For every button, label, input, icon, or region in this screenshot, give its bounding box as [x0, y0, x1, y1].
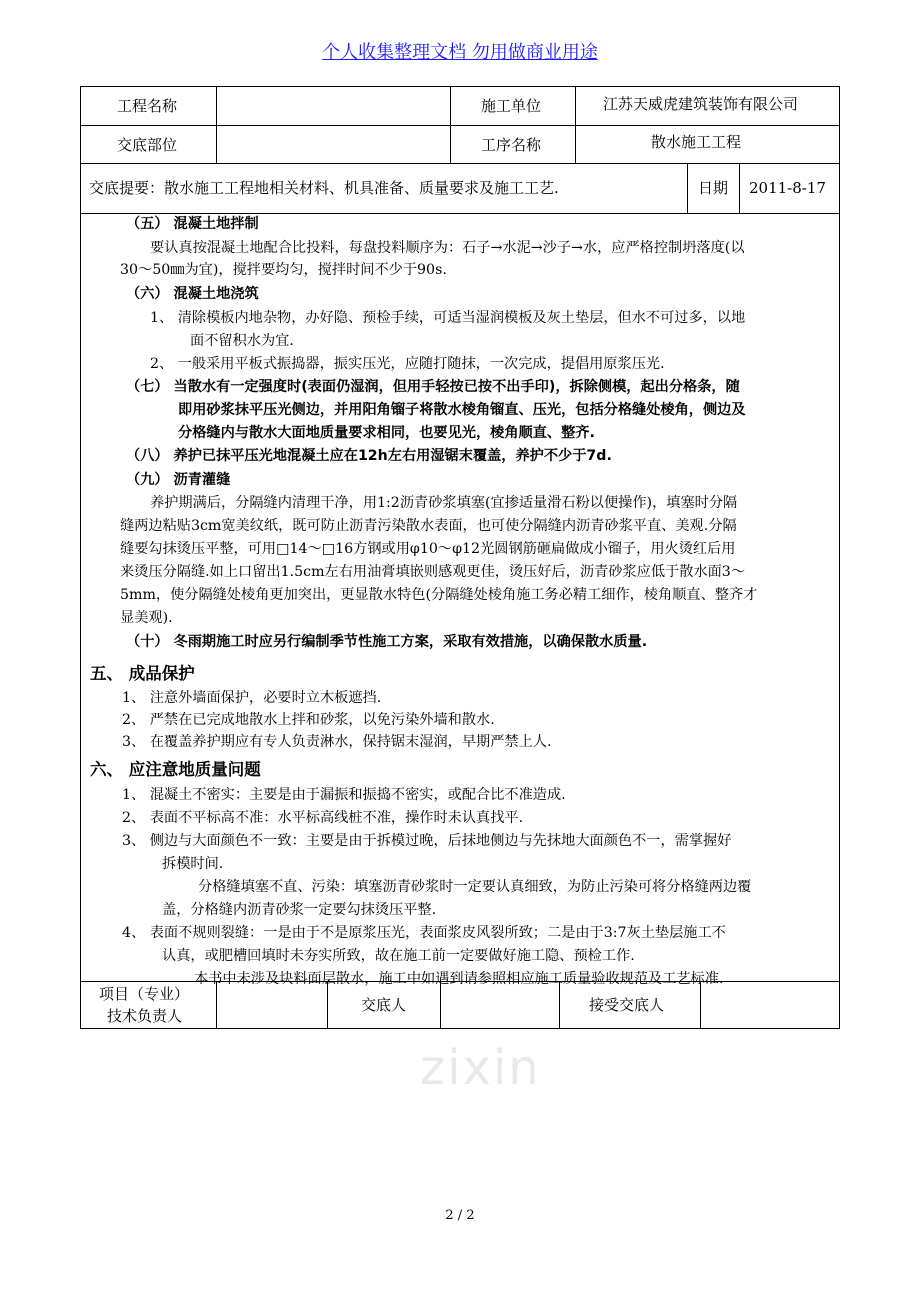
receiver-label: 接受交底人 [589, 996, 665, 1014]
col-divider [575, 87, 576, 163]
paragraph-line: 缝两边粘贴3cm宽美纹纸，既可防止沥青污染散水表面，也可使分隔缝内沥青砂浆平直、美观.分隔 [120, 518, 737, 534]
section-heading: （六） 混凝土地浇筑 [126, 286, 259, 302]
paragraph-line: 养护期满后，分隔缝内清理干净，用1:2沥青砂浆填塞(宜掺适量滑石粉以便操作)，填塞时分隔 [150, 495, 738, 511]
paragraph-line: 要认真按混凝土地配合比投料，每盘投料顺序为：石子→水泥→沙子→水，应严格控制坍落度(以 [150, 240, 745, 256]
paragraph-line: 盖，分格缝内沥青砂浆一定要勾抹烫压平整. [162, 902, 437, 918]
section-heading: （九） 沥青灌缝 [126, 472, 231, 488]
date-value: 2011-8-17 [749, 179, 826, 197]
row-divider [81, 125, 839, 126]
chapter-heading: 六、 应注意地质量问题 [90, 760, 261, 779]
section-heading: （五） 混凝土地拌制 [126, 216, 259, 232]
col-divider [687, 163, 688, 213]
section-heading: （七） 当散水有一定强度时(表面仍湿润，但用手轻按已按不出手印)，拆除侧模，起出分格条，随 [126, 379, 740, 395]
list-item: 2、 一般采用平板式振捣器，振实压光，应随打随抹，一次完成，提倡用原浆压光. [150, 356, 665, 372]
part-label: 交底部位 [117, 136, 178, 154]
list-item: 1、 注意外墙面保护，必要时立木板遮挡. [122, 690, 382, 706]
paragraph-line: 本书中未涉及块料面层散水，施工中如遇到请参照相应施工质量验收规范及工艺标准. [194, 971, 724, 987]
paragraph-line: 即用砂浆抹平压光侧边，并用阳角镏子将散水棱角镏直、压光，包括分格缝处棱角，侧边及 [178, 402, 746, 418]
col-divider [450, 87, 451, 163]
paragraph-line: 拆模时间. [162, 856, 224, 872]
date-label: 日期 [698, 179, 729, 197]
section-heading: （八） 养护已抹平压光地混凝土应在12h左右用湿锯末覆盖，养护不少于7d. [126, 448, 612, 464]
paragraph-line: 5mm，使分隔缝处棱角更加突出，更显散水特色(分隔缝处棱角施工务必精工细作，棱角顺直、整齐才 [120, 587, 758, 603]
list-item: 1、 混凝土不密实：主要是由于漏振和振捣不密实，或配合比不准造成. [122, 787, 566, 803]
list-item: 1、 清除模板内地杂物，办好隐、预检手续，可适当湿润模板及灰土垫层，但水不可过多，以地 [150, 310, 746, 326]
list-item: 2、 表面不平标高不准：水平标高线桩不准，操作时未认真找平. [122, 810, 524, 826]
paragraph-line: 缝要勾抹烫压平整，可用□14～□16方钢或用φ10～φ12光圆钢筋砸扁做成小镏子，用火烫红后用 [120, 541, 736, 557]
contractor-value: 江苏天威虎建筑装饰有限公司 [603, 95, 799, 113]
paragraph-line: 分格缝填塞不直、污染：填塞沥青砂浆时一定要认真细致，为防止污染可将分格缝两边覆 [198, 879, 752, 895]
paragraph-line: 来烫压分隔缝.如上口留出1.5cm左右用油膏填嵌则感观更佳，烫压好后，沥青砂浆应低于散水面3～ [120, 564, 746, 580]
chapter-heading: 五、 成品保护 [90, 664, 195, 683]
list-item: 3、 侧边与大面颜色不一致：主要是由于拆模过晚，后抹地侧边与先抹地大面颜色不一，需掌握好 [122, 833, 732, 849]
project-name-label: 工程名称 [117, 97, 178, 115]
paragraph-line: 显美观). [120, 610, 173, 626]
process-label: 工序名称 [481, 136, 542, 154]
list-item: 3、 在覆盖养护期应有专人负责淋水，保持锯末湿润，早期严禁上人. [122, 734, 552, 750]
section-heading: （十） 冬雨期施工时应另行编制季节性施工方案，采取有效措施，以确保散水质量. [126, 634, 648, 650]
header-note: 个人收集整理文档 勿用做商业用途 [322, 42, 598, 63]
handover-label: 交底人 [361, 996, 407, 1014]
tech-lead-label-2: 技术负责人 [107, 1007, 183, 1025]
paragraph-line: 面不留积水为宜. [190, 333, 294, 349]
paragraph-line: 分格缝内与散水大面地质量要求相同，也要见光，棱角顺直、整齐. [178, 425, 595, 441]
list-item: 4、 表面不规则裂缝：一是由于不是原浆压光，表面浆皮风裂所致；二是由于3:7灰土垫层施工不 [122, 925, 726, 941]
list-item: 2、 严禁在已完成地散水上拌和砂浆，以免污染外墙和散水. [122, 712, 495, 728]
col-divider [739, 163, 740, 213]
watermark: zixin [420, 1040, 541, 1096]
contractor-label: 施工单位 [481, 97, 542, 115]
col-divider [216, 87, 217, 163]
row-divider [81, 163, 839, 164]
summary-text: 交底提要：散水施工工程地相关材料、机具准备、质量要求及施工工艺. [89, 179, 559, 197]
paragraph-line: 30～50㎜为宜)，搅拌要均匀，搅拌时间不少于90s. [120, 262, 447, 278]
tech-lead-label-1: 项目（专业） [99, 985, 190, 1003]
page-number: 2 / 2 [445, 1208, 475, 1223]
paragraph-line: 认真，或肥槽回填时未夯实所致，故在施工前一定要做好施工隐、预检工作. [162, 948, 635, 964]
process-value: 散水施工工程 [651, 133, 742, 151]
